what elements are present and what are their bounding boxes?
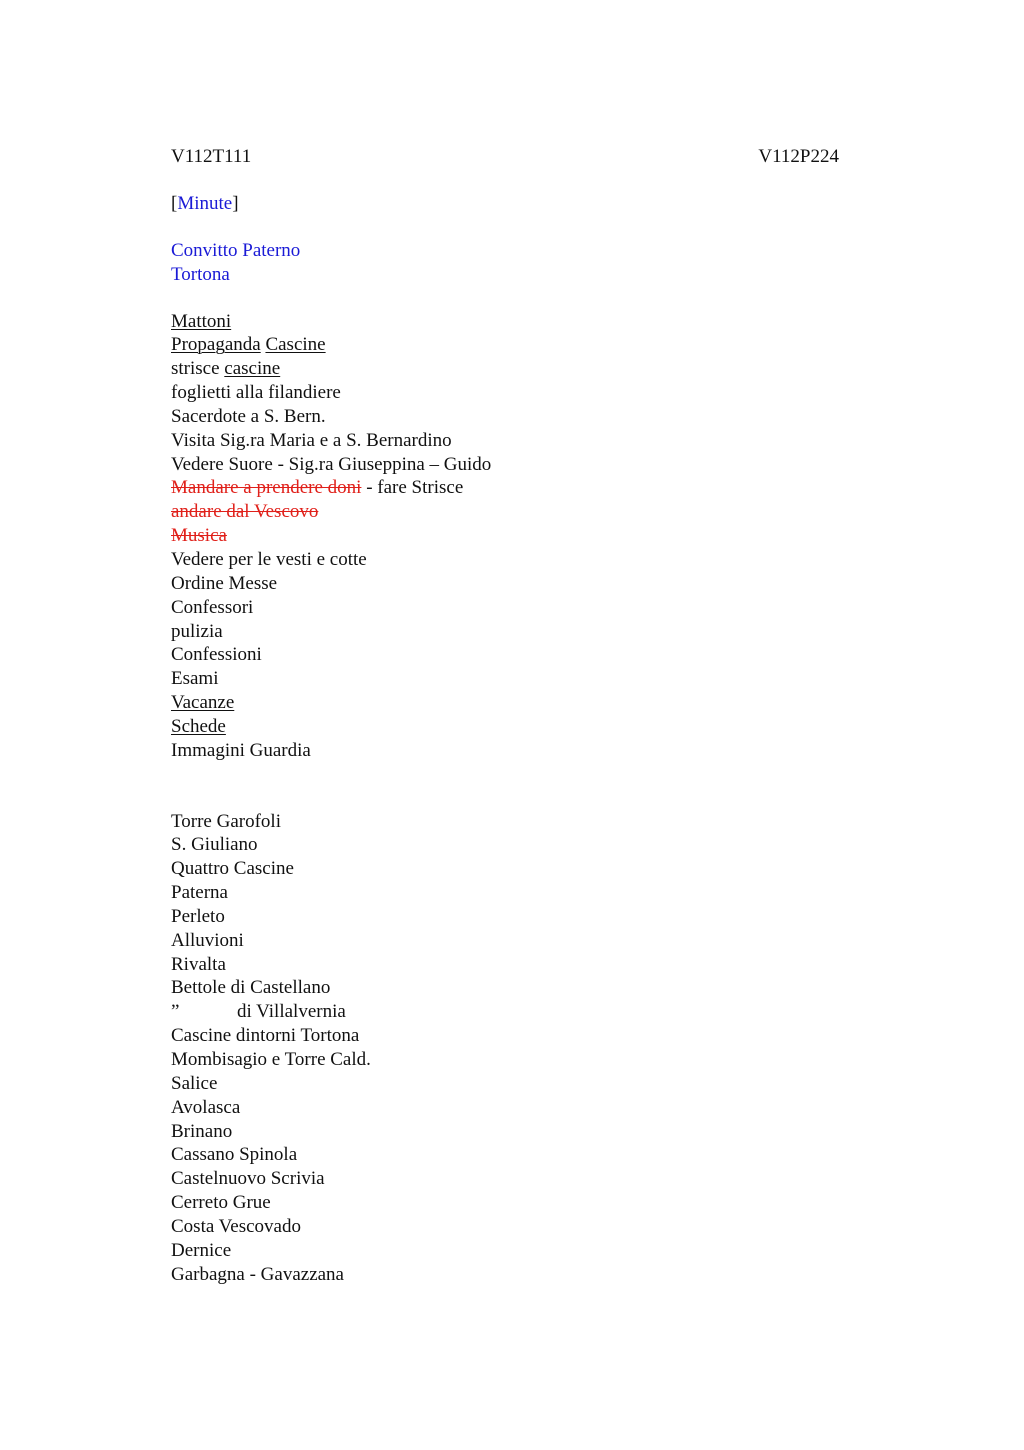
place-item: ” di Villalvernia bbox=[171, 1001, 346, 1023]
place-item: Bettole di Castellano bbox=[171, 977, 331, 999]
note-item: Visita Sig.ra Maria e a S. Bernardino bbox=[171, 429, 452, 451]
note-item: Propaganda Cascine bbox=[171, 334, 326, 356]
address-line-1: Convitto Paterno bbox=[171, 239, 301, 261]
place-item: Mombisagio e Torre Cald. bbox=[171, 1049, 371, 1070]
minute-text: Minute bbox=[177, 193, 233, 214]
note-item bbox=[171, 500, 839, 524]
place-item: Cerreto Grue bbox=[171, 1192, 271, 1214]
struck-text: Musica bbox=[171, 525, 227, 547]
place-item: Salice bbox=[171, 1072, 218, 1094]
ditto-mark: ” bbox=[171, 1001, 180, 1023]
bracket-close: ] bbox=[232, 193, 239, 214]
note-item: Esami bbox=[171, 668, 219, 690]
bracket-open: [ bbox=[171, 193, 178, 214]
place-item: Avolasca bbox=[171, 1096, 241, 1118]
note-item: Immagini Guardia bbox=[171, 739, 311, 761]
note-item: Mattoni bbox=[171, 310, 232, 332]
place-item: Torre Garofoli bbox=[171, 810, 281, 832]
place-item: Cascine dintorni Tortona bbox=[171, 1025, 360, 1047]
place-item: Garbagna - Gavazzana bbox=[171, 1263, 344, 1285]
place-item: Brinano bbox=[171, 1120, 233, 1142]
document-page bbox=[171, 145, 839, 1286]
places-list bbox=[171, 810, 839, 1287]
note-item: Mandare a prendere doni - fare Strisce bbox=[171, 477, 464, 499]
place-item: Alluvioni bbox=[171, 929, 244, 951]
left-reference-code: V112T111 bbox=[171, 146, 252, 167]
right-reference-code: V112P224 bbox=[758, 146, 839, 167]
place-item: Dernice bbox=[171, 1239, 232, 1261]
address-line-2: Tortona bbox=[171, 263, 230, 285]
note-item: Confessioni bbox=[171, 644, 262, 666]
place-item: Rivalta bbox=[171, 953, 226, 975]
note-item: Vedere per le vesti e cotte bbox=[171, 548, 367, 570]
note-item: Ordine Messe bbox=[171, 572, 278, 594]
note-item: Schede bbox=[171, 715, 226, 737]
place-item: Cassano Spinola bbox=[171, 1144, 298, 1166]
place-item: S. Giuliano bbox=[171, 834, 258, 856]
note-item: Vedere Suore - Sig.ra Giuseppina – Guido bbox=[171, 453, 492, 475]
note-item bbox=[171, 524, 839, 548]
place-item: Castelnuovo Scrivia bbox=[171, 1168, 325, 1190]
minute-label bbox=[171, 192, 839, 216]
place-item: Perleto bbox=[171, 905, 225, 927]
header-row bbox=[171, 145, 839, 169]
note-item: Sacerdote a S. Bern. bbox=[171, 405, 326, 427]
place-item: Costa Vescovado bbox=[171, 1215, 301, 1237]
struck-text: andare dal Vescovo bbox=[171, 501, 319, 523]
note-item: Confessori bbox=[171, 596, 254, 618]
place-item: Paterna bbox=[171, 882, 228, 904]
notes-list bbox=[171, 310, 839, 763]
note-item: Vacanze bbox=[171, 692, 235, 714]
note-item: strisce cascine bbox=[171, 358, 281, 380]
note-item: pulizia bbox=[171, 620, 223, 642]
note-item: foglietti alla filandiere bbox=[171, 382, 341, 404]
place-item: Quattro Cascine bbox=[171, 858, 294, 880]
struck-text: Mandare a prendere doni bbox=[171, 477, 362, 499]
